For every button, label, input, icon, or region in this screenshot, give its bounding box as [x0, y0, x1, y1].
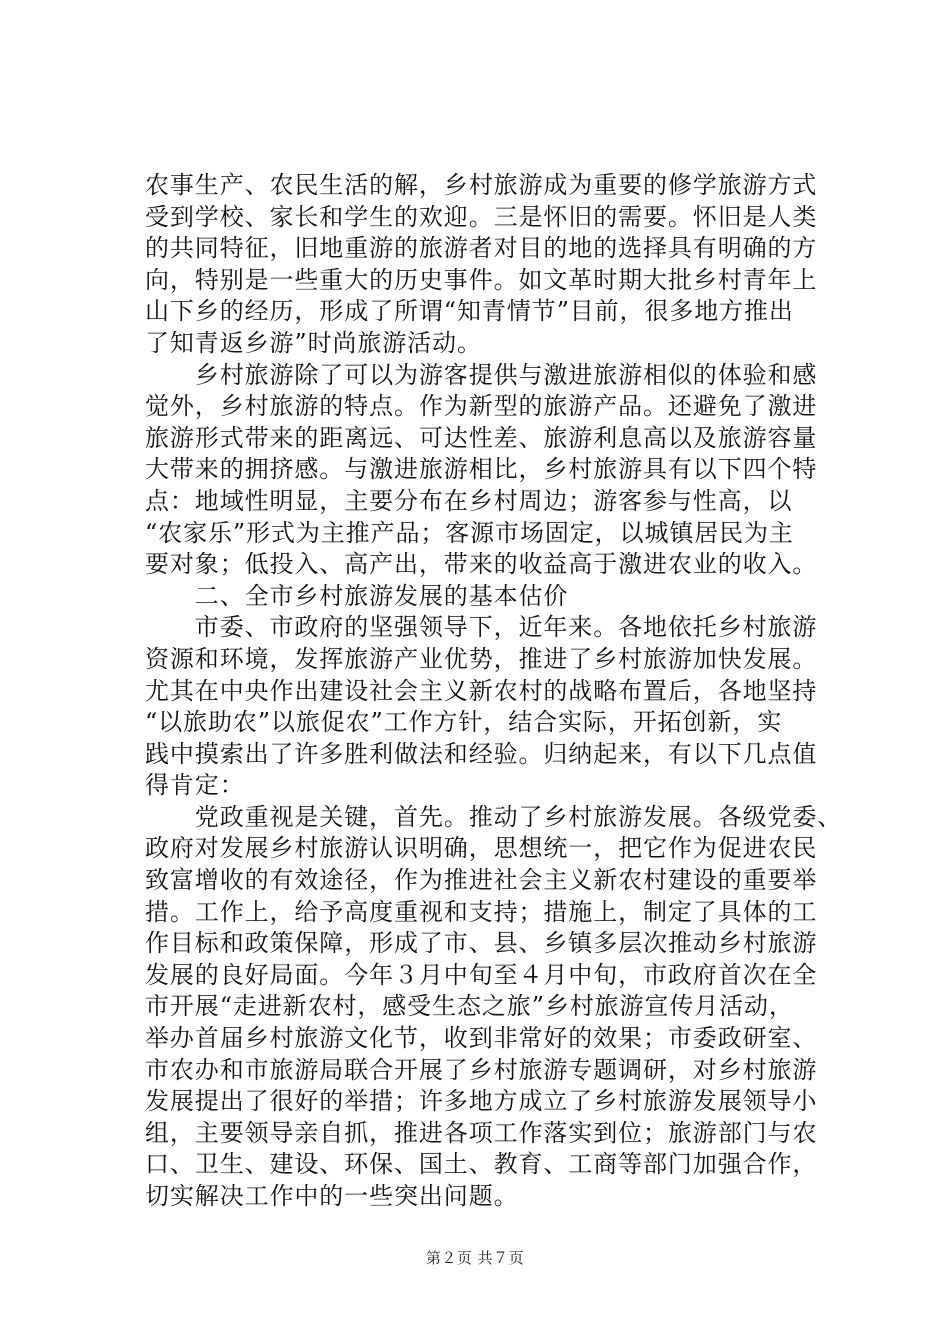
text-line: 致富增收的有效途径，作为推进社会主义新农村建设的重要举 [145, 866, 818, 895]
text-line: 资源和环境，发挥旅游产业优势，推进了乡村旅游加快发展。 [145, 644, 818, 673]
text-line: 的共同特征，旧地重游的旅游者对目的地的选择具有明确的方 [145, 234, 818, 263]
text-line: 政府对发展乡村旅游认识明确，思想统一，把它作为促进农民 [145, 834, 818, 863]
text-line: 组，主要领导亲自抓，推进各项工作落实到位；旅游部门与农 [145, 1118, 818, 1147]
text-line: “以旅助农”以旅促农”工作方针，结合实际，开拓创新，实 [145, 708, 783, 737]
text-line: 作目标和政策保障，形成了市、县、乡镇多层次推动乡村旅游 [145, 929, 818, 958]
text-line: 践中摸索出了许多胜利做法和经验。归纳起来，有以下几点值 [145, 739, 818, 768]
document-body [145, 170, 843, 1213]
text-line: 要对象；低投入、高产出，带来的收益高于激进农业的收入。 [145, 550, 818, 579]
text-line: 发展的良好局面。今年３月中旬至４月中旬，市政府首次在全 [145, 960, 818, 989]
text-line: 乡村旅游除了可以为游客提供与激进旅游相似的体验和感 [145, 360, 818, 389]
text-line: 发展提出了很好的举措；许多地方成立了乡村旅游发展领导小 [145, 1087, 818, 1116]
section-heading: 二、全市乡村旅游发展的基本估价 [145, 581, 569, 610]
text-line: 觉外，乡村旅游的特点。作为新型的旅游产品。还避免了激进 [145, 392, 818, 421]
text-line: 措。工作上，给予高度重视和支持；措施上，制定了具体的工 [145, 897, 818, 926]
text-line: 旅游形式带来的距离远、可达性差、旅游利息高以及旅游容量 [145, 423, 818, 452]
text-line: 农事生产、农民生活的解，乡村旅游成为重要的修学旅游方式 [145, 171, 818, 199]
text-line: 大带来的拥挤感。与激进旅游相比，乡村旅游具有以下四个特 [145, 455, 818, 484]
text-line: 得肯定： [145, 771, 245, 800]
text-line: 点：地域性明显，主要分布在乡村周边；游客参与性高，以 [145, 486, 793, 515]
text-line: 举办首届乡村旅游文化节，收到非常好的效果；市委政研室、 [145, 1024, 818, 1053]
text-line: 口、卫生、建设、环保、国土、教育、工商等部门加强合作， [145, 1150, 818, 1179]
text-line: 尤其在中央作出建设社会主义新农村的战略布置后，各地坚持 [145, 676, 818, 705]
text-line: “农家乐”形式为主推产品；客源市场固定，以城镇居民为主 [145, 518, 794, 547]
text-line: 市委、市政府的坚强领导下，近年来。各地依托乡村旅游 [145, 613, 818, 642]
text-line: 山下乡的经历，形成了所谓“知青情节”目前，很多地方推出 [145, 297, 794, 326]
text-line: 市开展“走进新农村，感受生态之旅”乡村旅游宣传月活动， [145, 992, 794, 1021]
text-line: 了知青返乡游”时尚旅游活动。 [145, 328, 482, 357]
text-line: 切实解决工作中的一些突出问题。 [145, 1182, 519, 1210]
page-number-footer: 第２页 共７页 [425, 1249, 525, 1267]
text-line: 党政重视是关键，首先。推动了乡村旅游发展。各级党委、 [145, 802, 843, 831]
text-line: 市农办和市旅游局联合开展了乡村旅游专题调研，对乡村旅游 [145, 1055, 818, 1084]
text-line: 向，特别是一些重大的历史事件。如文革时期大批乡村青年上 [145, 265, 818, 294]
text-line: 受到学校、家长和学生的欢迎。三是怀旧的需要。怀旧是人类 [145, 202, 818, 231]
